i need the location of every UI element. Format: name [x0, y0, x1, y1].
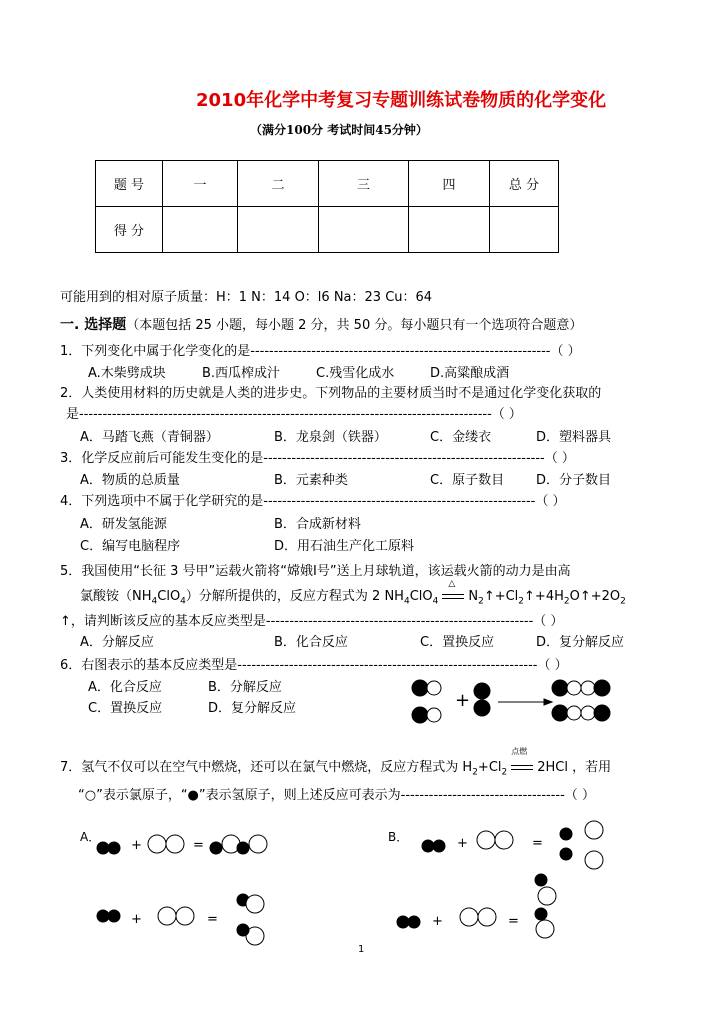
q7-text: 2HCl ，若用: [537, 760, 612, 775]
q7-c-equals: =: [207, 912, 218, 927]
q4-option-c: C．编写电脑程序: [80, 539, 181, 554]
q7-option-b-diagram: [420, 818, 640, 878]
q7-option-a-label: A．: [80, 830, 101, 844]
question-2-stem-line2: 是----------------------------------------------------------------------------------------（ ）: [66, 407, 522, 422]
q2-option-c: C．金缕衣: [430, 430, 492, 445]
question-3-stem: 3．化学反应前后可能发生变化的是------------------------------------------------------------（ ）: [60, 451, 575, 466]
q7-option-c-diagram: [95, 890, 295, 950]
double-line-symbol: [511, 765, 533, 770]
section-heading: [60, 314, 582, 334]
q7-a-equals: =: [193, 838, 204, 853]
score-table-score-row: [96, 207, 559, 253]
q1-option-b: B.西瓜榨成汁: [202, 366, 281, 381]
q7-d-plus: +: [432, 914, 443, 929]
score-cell: 三: [319, 161, 409, 207]
q6-reaction-diagram: [410, 678, 610, 728]
score-input-cell[interactable]: [319, 207, 409, 253]
q5-text: ↑+Cl: [483, 589, 519, 604]
score-input-cell[interactable]: [163, 207, 238, 253]
q3-option-b: B．元素种类: [274, 473, 348, 488]
q3-option-d: D．分子数目: [536, 473, 612, 488]
reaction-equals-sign: [438, 579, 468, 604]
score-input-cell[interactable]: [490, 207, 559, 253]
page-number: 1: [358, 944, 365, 955]
question-4-stem: 4．下列选项中不属于化学研究的是----------------------------------------------------------（ ）: [60, 494, 566, 509]
q7-option-b-label: B．: [388, 830, 409, 844]
ignition-condition-label: 点燃: [511, 747, 528, 756]
score-table-header-row: [96, 161, 559, 207]
q5-subscript: 4: [432, 596, 439, 607]
q6-option-c: C．置换反应: [88, 701, 163, 716]
q4-option-b: B．合成新材料: [274, 517, 361, 532]
question-7-line2: “○”表示氯原子，“●”表示氢原子，则上述反应可表示为-----------------------------------（ ）: [78, 788, 595, 803]
question-5-line3: ↑，请判断该反应的基本反应类型是---------------------------------------------------------（ ）: [60, 614, 564, 629]
q6-option-d: D．复分解反应: [208, 701, 297, 716]
q5-text: ClO: [409, 589, 433, 604]
q5-option-d: D．复分解反应: [536, 635, 625, 650]
q5-subscript: 4: [180, 596, 186, 607]
q3-option-c: C．原子数目: [430, 473, 505, 488]
score-table: [95, 160, 559, 253]
q7-b-plus: +: [457, 836, 468, 851]
reaction-equals-sign: [507, 747, 537, 775]
q2-option-d: D．塑料器具: [536, 430, 612, 445]
q7-text: 7．氢气不仅可以在空气中燃烧，还可以在氯气中燃烧，反应方程式为 H: [60, 760, 473, 775]
q1-option-c: C.残雪化成水: [316, 366, 395, 381]
q7-b-equals: =: [532, 836, 543, 851]
q6-option-b: B．分解反应: [208, 680, 282, 695]
score-cell: 得 分: [96, 207, 163, 253]
score-input-cell[interactable]: [238, 207, 319, 253]
q7-option-d-diagram: [395, 872, 595, 942]
q6-option-a: A．化合反应: [88, 680, 162, 695]
q5-text: O↑+2O: [569, 589, 621, 604]
q7-option-a-diagram: [95, 830, 285, 866]
q2-option-b: B．龙泉剑（铁器）: [274, 430, 387, 445]
q6-plus-sign: +: [455, 690, 471, 711]
q4-option-a: A．研发氢能源: [80, 517, 167, 532]
q5-subscript: 2: [563, 596, 570, 607]
q2-option-a: A．马踏飞燕（青铜器）: [80, 430, 219, 445]
q5-text: N: [468, 589, 479, 604]
score-cell: 总 分: [490, 161, 559, 207]
q5-subscript: 2: [620, 596, 626, 607]
q5-subscript: 4: [151, 596, 158, 607]
section-heading-title: 一. 选择题: [60, 317, 127, 333]
q5-subscript: 4: [403, 596, 410, 607]
question-2-stem-line1: 2．人类使用材料的历史就是人类的进步史。下列物品的主要材质当时不是通过化学变化获取的: [60, 386, 602, 401]
heat-condition-symbol: △: [448, 579, 456, 589]
q5-text: ↑+4H: [524, 589, 564, 604]
atomic-masses-line: 可能用到的相对原子质量：H：1 N：14 O：l6 Na：23 Cu：64: [60, 290, 433, 305]
q1-option-a: A.木柴劈成块: [88, 366, 166, 381]
q5-text: ClO: [157, 589, 181, 604]
score-cell: 题 号: [96, 161, 163, 207]
q7-c-plus: +: [131, 912, 142, 927]
q3-option-a: A．物质的总质量: [80, 473, 180, 488]
question-6-stem: 6．右图表示的基本反应类型是----------------------------------------------------------------（ ）: [60, 658, 568, 673]
score-cell: 二: [238, 161, 319, 207]
score-input-cell[interactable]: [409, 207, 490, 253]
page-subtitle: （满分100分 考试时间45分钟）: [250, 123, 428, 137]
q5-text: ）分解所提供的，反应方程式为 2 NH: [185, 589, 404, 604]
page-title: 2010年化学中考复习专题训练试卷物质的化学变化: [196, 90, 607, 111]
q7-a-plus: +: [131, 838, 142, 853]
q5-option-a: A．分解反应: [80, 635, 154, 650]
question-7-line1: [60, 747, 612, 778]
score-cell: 一: [163, 161, 238, 207]
q4-option-d: D．用石油生产化工原料: [274, 539, 415, 554]
q5-option-b: B．化合反应: [274, 635, 348, 650]
q7-d-equals: =: [508, 914, 519, 929]
section-heading-note: （本题包括 25 小题，每小题 2 分，共 50 分。每小题只有一个选项符合题意）: [126, 318, 583, 333]
question-1-stem: 1．下列变化中属于化学变化的是----------------------------------------------------------------（ ）: [60, 344, 581, 359]
q1-option-d: D.高粱酿成酒: [430, 366, 510, 381]
question-5-line2: [80, 579, 626, 607]
question-5-line1: 5．我国使用“长征 3 号甲”运载火箭将“嫦娥Ⅰ号”送上月球轨道，该运载火箭的动力是由高: [60, 564, 571, 579]
q7-subscript: 2: [472, 767, 478, 778]
score-cell: 四: [409, 161, 490, 207]
double-line-symbol: [442, 594, 464, 599]
q5-subscript: 2: [478, 596, 484, 607]
q5-option-c: C．置换反应: [420, 635, 495, 650]
q7-text: +Cl: [477, 760, 502, 775]
q7-subscript: 2: [501, 767, 508, 778]
q5-subscript: 2: [518, 596, 525, 607]
q5-text: 氯酸铵（NH: [80, 589, 152, 604]
